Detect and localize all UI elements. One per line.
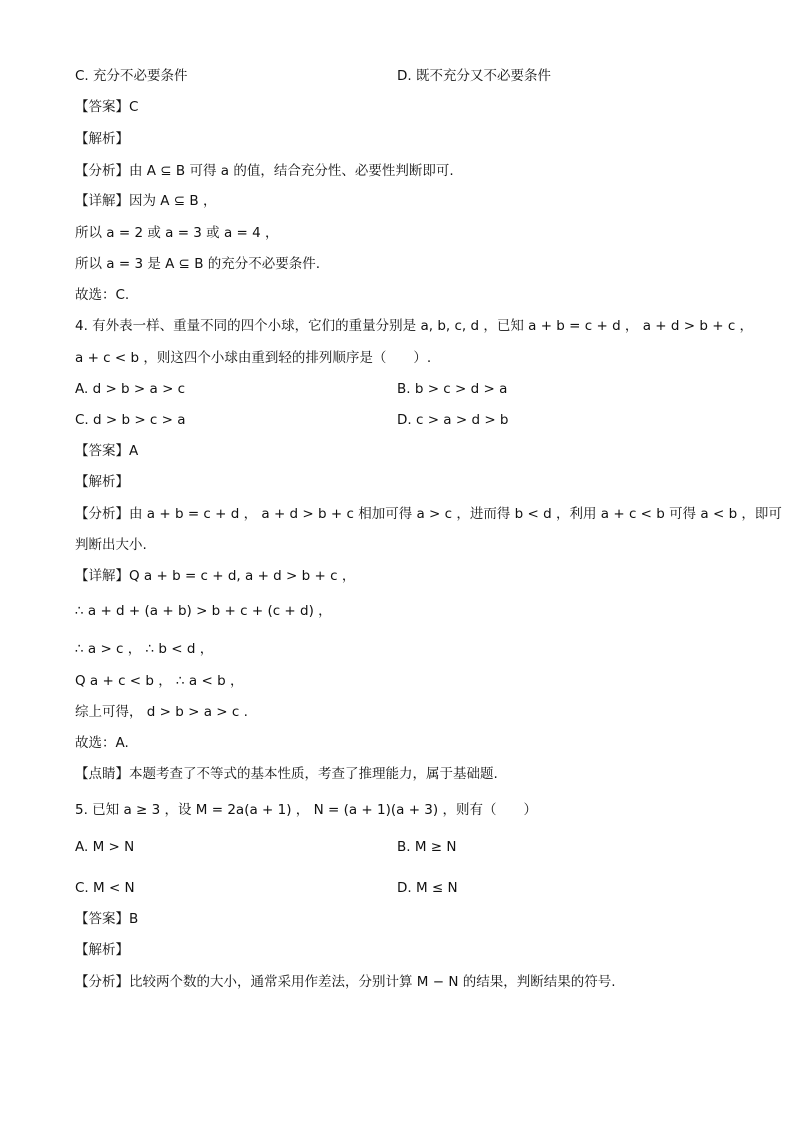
- analysis-line: 【分析】比较两个数的大小，通常采用作差法，分别计算 M − N 的结果，判断结果的符号.: [75, 974, 616, 990]
- choose-line: 故选：A.: [75, 735, 129, 751]
- q5-option-b: B. M ≥ N: [397, 839, 457, 855]
- q4-option-b: B. b > c > d > a: [397, 381, 508, 397]
- analysis-heading: 【解析】: [75, 942, 129, 958]
- analysis-line-cont: 判断出大小.: [75, 537, 147, 553]
- option-d-prev: D. 既不充分又不必要条件: [397, 68, 551, 84]
- question-4-stem: 4. 有外表一样、重量不同的四个小球，它们的重量分别是 a, b, c, d ，已知 a + b = c + d ， a + d > b + c ，: [75, 318, 754, 334]
- comment-line: 【点睛】本题考查了不等式的基本性质，考查了推理能力，属于基础题.: [75, 766, 498, 782]
- q5-option-d: D. M ≤ N: [397, 880, 458, 896]
- detail-line: 综上可得， d > b > a > c .: [75, 704, 248, 720]
- q4-option-a: A. d > b > a > c: [75, 381, 186, 397]
- answer-label: 【答案】B: [75, 911, 139, 927]
- detail-line: Q a + c < b ， ∴ a < b ，: [75, 673, 244, 689]
- q4-option-d: D. c > a > d > b: [397, 412, 509, 428]
- detail-line: 所以 a = 2 或 a = 3 或 a = 4 ，: [75, 225, 279, 241]
- analysis-line: 【分析】由 a + b = c + d ， a + d > b + c 相加可得 a > c ，进而得 b < d ，利用 a + c < b 可得 a < b ，即可: [75, 506, 782, 522]
- question-5-stem: 5. 已知 a ≥ 3 ，设 M = 2a(a + 1) ， N = (a + 1)(a + 3) ，则有（ ）: [75, 802, 537, 818]
- detail-line: 所以 a = 3 是 A ⊆ B 的充分不必要条件.: [75, 256, 321, 272]
- q5-option-c: C. M < N: [75, 880, 135, 896]
- detail-line: 【详解】因为 A ⊆ B ，: [75, 193, 217, 209]
- q5-option-a: A. M > N: [75, 839, 135, 855]
- detail-line: 【详解】Q a + b = c + d, a + d > b + c ，: [75, 568, 356, 584]
- detail-line: ∴ a + d + (a + b) > b + c + (c + d) ，: [75, 603, 332, 619]
- question-4-stem-cont: a + c < b ，则这四个小球由重到轻的排列顺序是（ ）.: [75, 350, 432, 366]
- option-c-prev: C. 充分不必要条件: [75, 68, 188, 84]
- analysis-heading: 【解析】: [75, 474, 129, 490]
- analysis-heading: 【解析】: [75, 131, 129, 147]
- answer-label: 【答案】C: [75, 99, 139, 115]
- q4-option-c: C. d > b > c > a: [75, 412, 186, 428]
- analysis-line: 【分析】由 A ⊆ B 可得 a 的值，结合充分性、必要性判断即可.: [75, 163, 454, 179]
- choose-line: 故选：C.: [75, 287, 130, 303]
- detail-line: ∴ a > c ， ∴ b < d ，: [75, 641, 214, 657]
- answer-label: 【答案】A: [75, 443, 139, 459]
